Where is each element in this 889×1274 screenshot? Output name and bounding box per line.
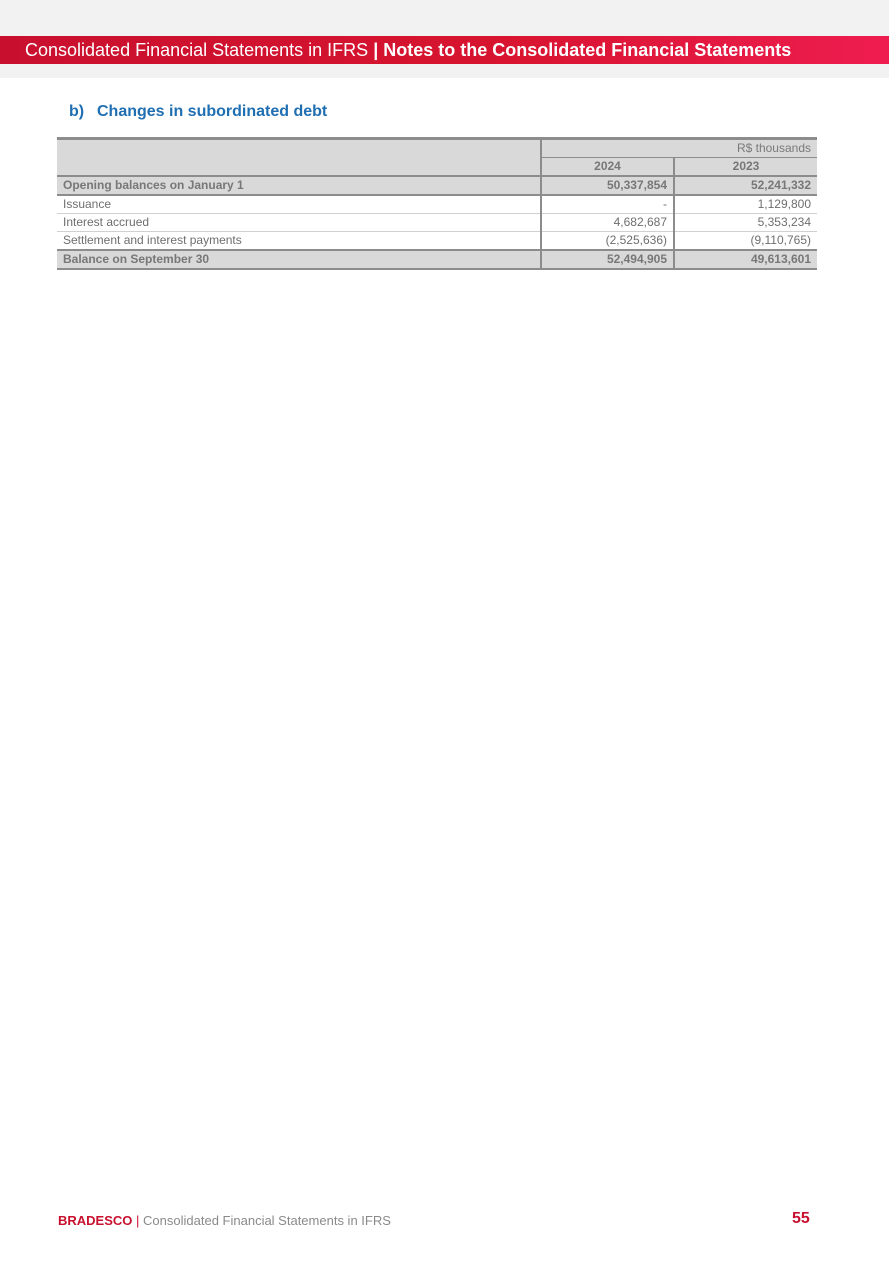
table-row-closing-balance [57, 250, 817, 269]
table-units-label: R$ thousands [541, 139, 817, 158]
subordinated-debt-table [57, 137, 817, 270]
page-footer [58, 1213, 391, 1228]
header-document-title: Consolidated Financial Statements in IFRS [25, 40, 369, 60]
footer-subtitle: Consolidated Financial Statements in IFRS [143, 1213, 391, 1228]
value-2024: 50,337,854 [541, 176, 674, 195]
row-label: Opening balances on January 1 [57, 176, 541, 195]
value-2023: 49,613,601 [674, 250, 817, 269]
value-2023: 1,129,800 [674, 195, 817, 214]
footer-separator: | [136, 1213, 140, 1228]
section-heading [69, 103, 327, 121]
value-2023: (9,110,765) [674, 232, 817, 251]
header-separator: | [373, 40, 379, 60]
page-header-band [0, 36, 889, 64]
column-header-2023: 2023 [674, 158, 817, 177]
header-section-title: Notes to the Consolidated Financial Statements [383, 40, 792, 60]
table-years-row [57, 158, 817, 177]
footer-brand: BRADESCO [58, 1213, 133, 1228]
column-header-2024: 2024 [541, 158, 674, 177]
table-row-issuance [57, 195, 817, 214]
value-2024: 52,494,905 [541, 250, 674, 269]
row-label: Balance on September 30 [57, 250, 541, 269]
row-label: Issuance [57, 195, 541, 214]
table-row-interest-accrued [57, 214, 817, 232]
section-title: Changes in subordinated debt [97, 103, 328, 120]
value-2024: (2,525,636) [541, 232, 674, 251]
table-row-settlement [57, 232, 817, 251]
value-2023: 52,241,332 [674, 176, 817, 195]
value-2024: 4,682,687 [541, 214, 674, 232]
row-label: Settlement and interest payments [57, 232, 541, 251]
table-header-blank [57, 139, 541, 158]
value-2024: - [541, 195, 674, 214]
table-row-opening-balance [57, 176, 817, 195]
section-letter: b) [69, 103, 85, 120]
table-units-row [57, 139, 817, 158]
table-header-blank [57, 158, 541, 177]
row-label: Interest accrued [57, 214, 541, 232]
value-2023: 5,353,234 [674, 214, 817, 232]
page-number: 55 [792, 1210, 810, 1227]
